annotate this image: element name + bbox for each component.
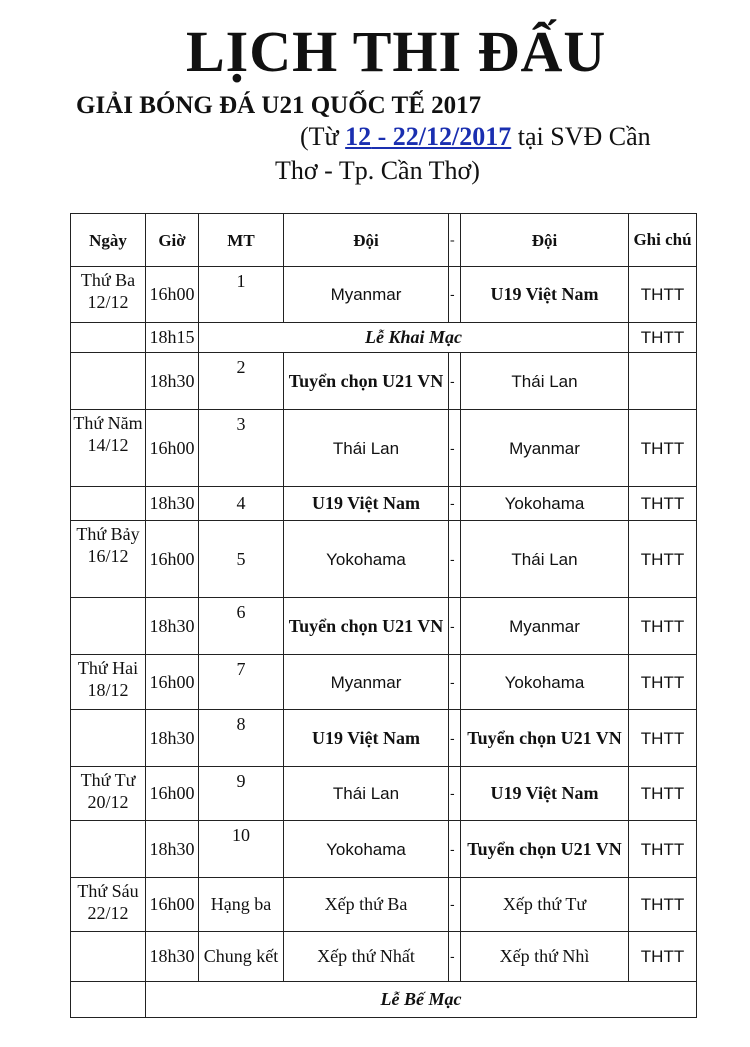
dash-cell: -	[449, 767, 461, 821]
table-row	[71, 267, 697, 323]
note-cell: THTT	[629, 267, 697, 323]
note-cell	[629, 353, 697, 410]
date-cell: Thứ Ba 12/12	[71, 267, 146, 323]
header-dash: -	[449, 214, 461, 267]
time-cell: 16h00	[146, 767, 199, 821]
team1-cell: Tuyển chọn U21 VN	[284, 353, 449, 410]
note-cell: THTT	[629, 410, 697, 487]
table-row	[71, 982, 697, 1018]
match-cell: 10	[199, 821, 284, 878]
dash-cell: -	[449, 487, 461, 521]
match-cell: 9	[199, 767, 284, 821]
note-cell: THTT	[629, 710, 697, 767]
table-row	[71, 410, 697, 487]
team2-cell: Myanmar	[461, 410, 629, 487]
table-row	[71, 521, 697, 598]
team1-cell: Xếp thứ Nhất	[284, 932, 449, 982]
team1-cell: Tuyển chọn U21 VN	[284, 598, 449, 655]
note-cell: THTT	[629, 821, 697, 878]
team1-cell: Myanmar	[284, 655, 449, 710]
dash-cell: -	[449, 932, 461, 982]
table-row	[71, 655, 697, 710]
date-venue-line-1	[300, 122, 651, 152]
note-cell: THTT	[629, 932, 697, 982]
dash-cell: -	[449, 710, 461, 767]
team1-cell: U19 Việt Nam	[284, 710, 449, 767]
team1-cell: Yokohama	[284, 821, 449, 878]
dash-cell: -	[449, 353, 461, 410]
team1-cell: U19 Việt Nam	[284, 487, 449, 521]
match-cell: 3	[199, 410, 284, 487]
team2-cell: Yokohama	[461, 655, 629, 710]
match-cell: 7	[199, 655, 284, 710]
date-cell: Thứ Tư 20/12	[71, 767, 146, 821]
ceremony-cell: Lễ Bế Mạc	[146, 982, 697, 1018]
note-cell: THTT	[629, 521, 697, 598]
table-row	[71, 710, 697, 767]
note-cell: THTT	[629, 655, 697, 710]
header-match: MT	[199, 214, 284, 267]
header-note: Ghi chú	[629, 214, 697, 267]
dash-cell: -	[449, 821, 461, 878]
time-cell: 18h30	[146, 932, 199, 982]
match-cell: Hạng ba	[199, 878, 284, 932]
time-cell: 18h30	[146, 598, 199, 655]
match-cell: Chung kết	[199, 932, 284, 982]
table-row	[71, 767, 697, 821]
note-cell: THTT	[629, 487, 697, 521]
team1-cell: Thái Lan	[284, 767, 449, 821]
team2-cell: U19 Việt Nam	[461, 267, 629, 323]
date-cell	[71, 353, 146, 410]
team2-cell: Thái Lan	[461, 353, 629, 410]
ceremony-cell: Lễ Khai Mạc	[199, 323, 629, 353]
table-row	[71, 932, 697, 982]
note-cell: THTT	[629, 767, 697, 821]
date-venue-line-2: Thơ - Tp. Cần Thơ)	[275, 156, 480, 185]
match-cell: 5	[199, 521, 284, 598]
range-suffix: tại SVĐ Cần	[511, 122, 651, 151]
table-row	[71, 353, 697, 410]
team1-cell: Xếp thứ Ba	[284, 878, 449, 932]
tournament-subtitle: GIẢI BÓNG ĐÁ U21 QUỐC TẾ 2017	[76, 92, 482, 119]
table-row	[71, 323, 697, 353]
team1-cell: Yokohama	[284, 521, 449, 598]
time-cell: 16h00	[146, 521, 199, 598]
note-cell: THTT	[629, 598, 697, 655]
date-cell: Thứ Sáu 22/12	[71, 878, 146, 932]
time-cell: 18h15	[146, 323, 199, 353]
team2-cell: Myanmar	[461, 598, 629, 655]
range-prefix: (Từ	[300, 122, 346, 151]
time-cell: 16h00	[146, 267, 199, 323]
header-date: Ngày	[71, 214, 146, 267]
dash-cell: -	[449, 878, 461, 932]
dash-cell: -	[449, 410, 461, 487]
team2-cell: Tuyển chọn U21 VN	[461, 710, 629, 767]
date-cell: Thứ Hai 18/12	[71, 655, 146, 710]
match-cell: 2	[199, 353, 284, 410]
table-row	[71, 598, 697, 655]
note-cell: THTT	[629, 323, 697, 353]
team2-cell: Thái Lan	[461, 521, 629, 598]
date-cell: Thứ Bảy 16/12	[71, 521, 146, 598]
dash-cell: -	[449, 655, 461, 710]
match-cell: 8	[199, 710, 284, 767]
time-cell: 18h30	[146, 353, 199, 410]
match-cell: 4	[199, 487, 284, 521]
team2-cell: Yokohama	[461, 487, 629, 521]
match-cell: 6	[199, 598, 284, 655]
table-row	[71, 878, 697, 932]
team1-cell: Thái Lan	[284, 410, 449, 487]
page-title: LỊCH THI ĐẤU	[186, 19, 607, 84]
team2-cell: Xếp thứ Nhì	[461, 932, 629, 982]
time-cell: 18h30	[146, 710, 199, 767]
dash-cell: -	[449, 267, 461, 323]
note-cell: THTT	[629, 878, 697, 932]
team1-cell: Myanmar	[284, 267, 449, 323]
dash-cell: -	[449, 598, 461, 655]
date-cell	[71, 487, 146, 521]
schedule-table	[70, 213, 697, 1018]
team2-cell: Tuyển chọn U21 VN	[461, 821, 629, 878]
header-team1: Đội	[284, 214, 449, 267]
date-cell: Thứ Năm 14/12	[71, 410, 146, 487]
time-cell: 18h30	[146, 487, 199, 521]
date-cell	[71, 932, 146, 982]
team2-cell: U19 Việt Nam	[461, 767, 629, 821]
match-cell: 1	[199, 267, 284, 323]
date-cell	[71, 598, 146, 655]
table-row	[71, 487, 697, 521]
range-end-link[interactable]: - 22/12/2017	[371, 122, 512, 151]
range-start-link[interactable]: 12	[345, 122, 372, 151]
date-cell	[71, 710, 146, 767]
team2-cell: Xếp thứ Tư	[461, 878, 629, 932]
time-cell: 18h30	[146, 821, 199, 878]
header-time: Giờ	[146, 214, 199, 267]
time-cell: 16h00	[146, 655, 199, 710]
table-row	[71, 821, 697, 878]
date-cell	[71, 323, 146, 353]
time-cell: 16h00	[146, 410, 199, 487]
dash-cell: -	[449, 521, 461, 598]
time-cell: 16h00	[146, 878, 199, 932]
date-cell	[71, 982, 146, 1018]
header-row	[71, 214, 697, 267]
header-team2: Đội	[461, 214, 629, 267]
date-cell	[71, 821, 146, 878]
